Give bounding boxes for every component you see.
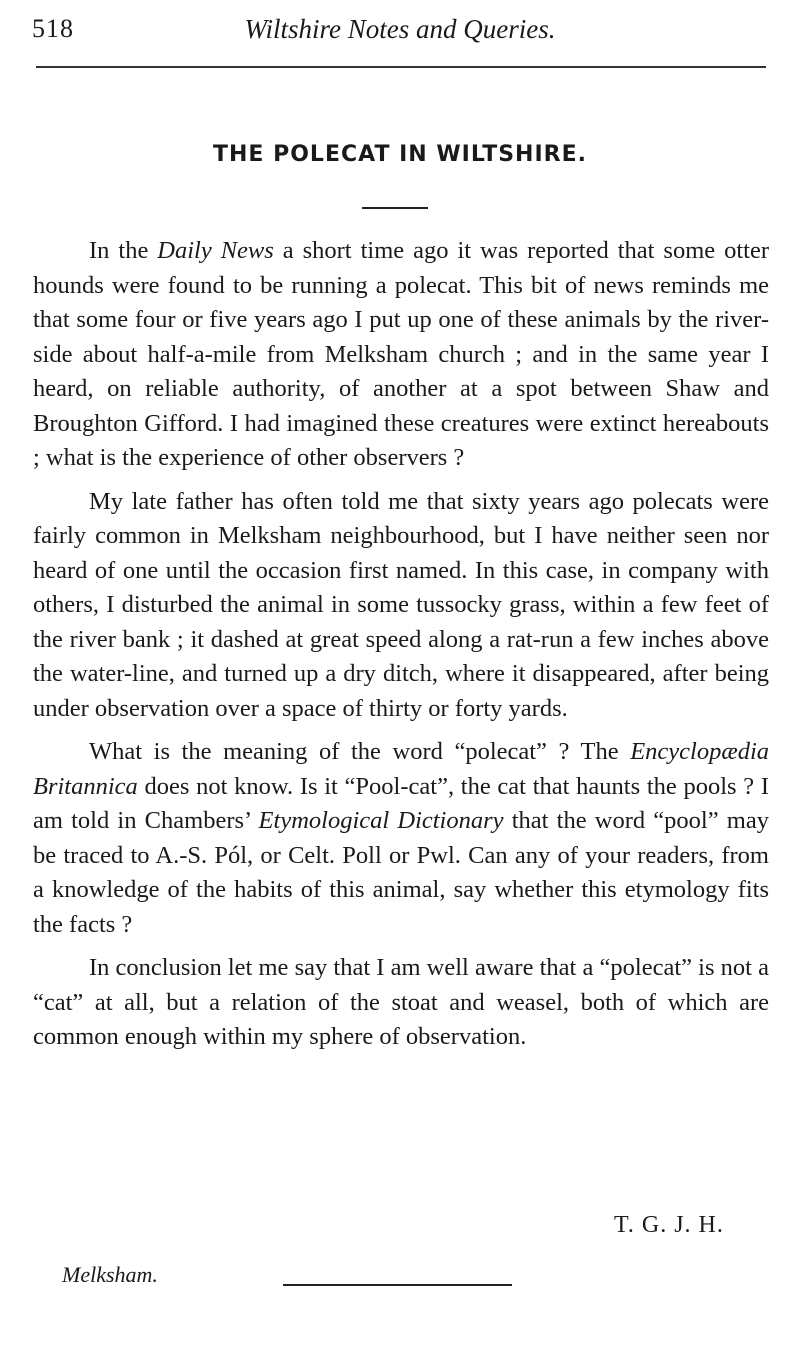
text-run: In conclusion let me say that I am well aware that a “polecat” is not a “cat” at all, but a relation of the stoat and weasel, both of which are common enough within my sphere of observation. — [33, 954, 769, 1050]
text-run: that the word “pool” may be traced to A.-S. Pól, or Celt. Poll or Pwl. Can any of your readers, from a knowledge of the habits of this animal, say whether this etymology fits the facts ? — [33, 807, 769, 938]
italic-text-run: Daily News — [157, 237, 274, 264]
header-rule — [36, 66, 766, 68]
running-head — [32, 14, 768, 54]
text-run: does not know. Is it “Pool-cat”, the cat that haunts the pools ? I am told in Chambers’ — [33, 772, 769, 834]
italic-text-run: Etymological Dictionary — [258, 807, 504, 834]
italic-text-run: Encyclopædia Britannica — [33, 738, 769, 800]
text-run: My late father has often told me that sixty years ago polecats were fairly common in Melksham neighbourhood, but I have neither seen nor heard of one until the occasion first named. In this case, in company with others, I disturbed the animal in some tussocky grass, within a few feet of the river bank ; it dashed at great speed along a rat-run a few inches above the water-line, and turned up a dry ditch, where it disappeared, after being under observation over a space of thirty or forty yards. — [33, 487, 769, 722]
article-title: THE POLECAT IN WILTSHIRE. — [213, 142, 587, 167]
article-paragraph — [33, 485, 769, 727]
end-rule — [283, 1284, 512, 1286]
text-run: a short time ago it was reported that some otter hounds were found to be running a polecat. This bit of news reminds me that some four or five years ago I put up one of these animals by the river-side about half-a-mile from Melksham church ; and in the same year I heard, on reliable authority, of another at a spot between Shaw and Broughton Gifford. I had imagined these creatures were extinct hereabouts ; what is the experience of other observers ? — [33, 237, 770, 471]
text-run: In the — [89, 237, 158, 264]
article-body — [33, 234, 769, 1064]
journal-title: Wiltshire Notes and Queries. — [244, 14, 556, 44]
place-name: Melksham. — [62, 1262, 158, 1287]
title-rule — [362, 207, 428, 209]
text-run: What is the meaning of the word “polecat” ? The — [89, 738, 631, 765]
author-signature: T. G. J. H. — [614, 1212, 724, 1238]
article-paragraph — [33, 234, 769, 476]
article-paragraph — [33, 951, 769, 1055]
article-paragraph — [33, 735, 769, 942]
page-number: 518 — [32, 14, 74, 43]
